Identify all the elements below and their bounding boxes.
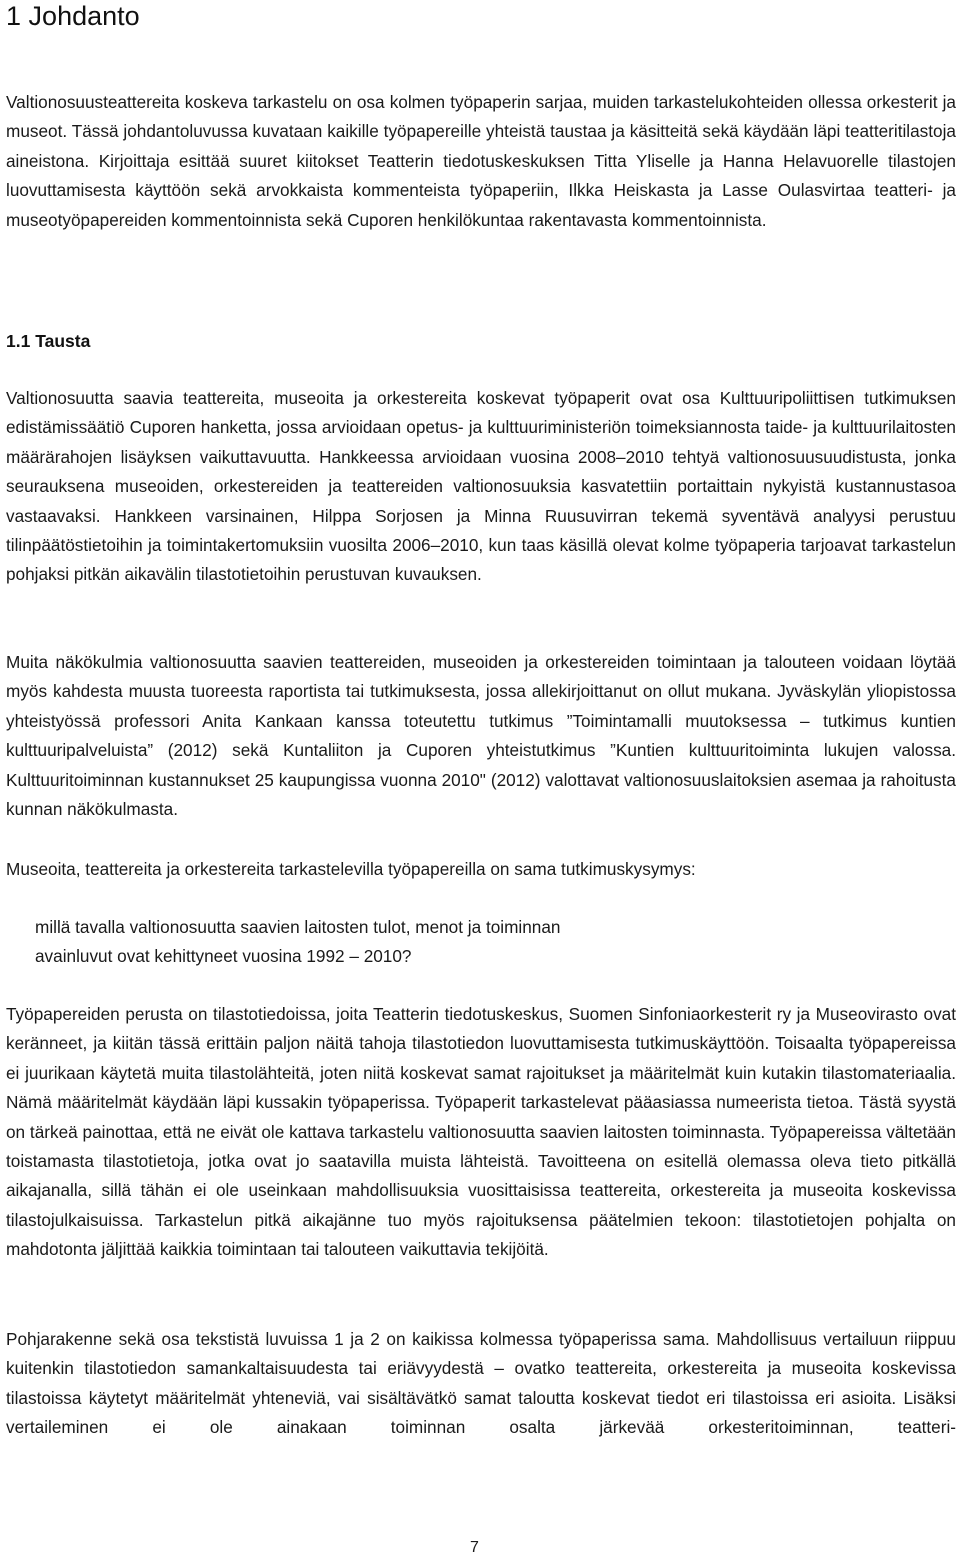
section-title: Tausta xyxy=(35,331,91,351)
section-heading xyxy=(6,327,90,355)
body-paragraph: Valtionosuutta saavia teattereita, museoita ja orkestereita koskevat työpaperit ovat osa Kulttuuripoliittisen tutkimuksen edistämissäätiö Cuporen hanketta, jossa arvioidaan opetus- ja kulttuuriministeriön toimeksiannosta taide- ja kulttuurilaitosten määrärahojen lisäyksen vaikuttavuutta. Hankkeessa arvioidaan vuosina 2008–2010 tehtyä valtionosuusuudistusta, jonka seurauksena museoiden, orkestereiden ja teattereiden valtionosuuksia kasvatettiin portaittain nykyistä kustannustasoa vastaavaksi. Hankkeen varsinainen, Hilppa Sorjosen ja Minna Ruusuvirran tekemä syventävä analyysi perustuu tilinpäätöstietoihin ja toimintakertomuksiin vuosilta 2006–2010, kun taas käsillä olevat kolme työpaperia tarjoavat tarkastelun pohjaksi pitkän aikavälin tilastotietoihin perustuvan kuvauksen. xyxy=(6,388,956,585)
research-question xyxy=(35,913,695,972)
body-paragraph: Muita näkökulmia valtionosuutta saavien teattereiden, museoiden ja orkestereiden toimintaan ja talouteen voidaan löytää myös kahdesta muusta tuoreesta raportista tai tutkimuksesta, jossa allekirjoittanut on ollut mukana. Jyväskylän yliopistossa yhteistyössä professori Anita Kankaan kanssa toteutettu tutkimus ”Toimintamalli muutoksessa – tutkimus kuntien kulttuuripalveluista” (2012) sekä Kuntaliiton ja Cuporen yhteistutkimus ”Kuntien kulttuuritoiminta lukujen valossa. Kulttuuritoiminnan kustannukset 25 kaupungissa vuonna 2010" (2012) valottavat valtionosuuslaitoksien asemaa ja rahoitusta kunnan näkökulmasta. xyxy=(6,652,956,820)
body-paragraph: Pohjarakenne sekä osa tekstistä luvuissa 1 ja 2 on kaikissa kolmessa työpaperissa sama. Mahdollisuus vertailuun riippuu kuitenkin tilastotiedon samankaltaisuudesta tai eriävyydestä – ovatko teattereita, orkestereita ja museoita koskevissa tilastoissa käytetyt määritelmät yhteneviä, vai sisältävätkö samat taloutta koskevat tiedot eri tilastoissa eri asioita. Lisäksi vertaileminen ei ole ainakaan toiminnan osalta järkevää orkesteritoiminnan, teatteri- xyxy=(6,1329,956,1438)
chapter-title: Johdanto xyxy=(28,1,140,31)
intro-paragraph: Valtionosuusteattereita koskeva tarkastelu on osa kolmen työpaperin sarjaa, muiden tarkastelukohteiden ollessa orkesterit ja museot. Tässä johdantoluvussa kuvataan kaikille työpapereille yhteistä taustaa ja käsitteitä sekä käydään läpi teatteritilastoja aineistona. Kirjoittaja esittää suuret kiitokset Teatterin tiedotuskeskuksen Titta Yliselle ja Hanna Helavuorelle tilastojen luovuttamisesta käyttöön sekä arvokkaista kommenteista työpaperiin, Ilkka Heiskasta ja Lasse Oulasvirtaa teatteri- ja museotyöpapereiden kommentoinnista sekä Cuporen henkilökuntaa rakentavasta kommentoinnista. xyxy=(6,92,956,230)
body-paragraph: Museoita, teattereita ja orkestereita tarkastelevilla työpapereilla on sama tutkimuskysymys: xyxy=(6,859,696,879)
research-question-line: millä tavalla valtionosuutta saavien laitosten tulot, menot ja toiminnan xyxy=(35,917,561,937)
body-paragraph: Työpapereiden perusta on tilastotiedoissa, joita Teatterin tiedotuskeskus, Suomen Sinfoniaorkesterit ry ja Museovirasto ovat keränneet, ja kiitän tässä erittäin paljon näitä tahoja tilastotiedon luovuttamisesta tutkimuskäyttöön. Toisaalta työpapereissa ei juurikaan käytetä muita tilastolähteitä, joten niitä koskevat samat rajoitukset ja määritelmät kuin kutakin tilastomateriaalia. Nämä määritelmät käydään läpi kussakin työpaperissa. Työpaperit tarkastelevat pääasiassa numeerista tietoa. Tästä syystä on tärkeä painottaa, että ne eivät ole kattava tarkastelu valtionosuutta saavien laitosten toiminnasta. Työpapereissa vältetään toistamasta tilastotietoja, jotka ovat jo saatavilla muista lähteistä. Tavoitteena on esitellä olemassa oleva tieto pitkällä aikajanalla, sillä tähän ei ole useinkaan mahdollisuuksia vuosittaisissa teattereita, orkestereita ja museoita koskevissa tilastojulkaisuissa. Tarkastelun pitkä aikajänne tuo myös rajoituksensa päätelmien tekoon: tilastotietojen pohjalta on mahdotonta jäljittää kaikkia toimintaan tai talouteen vaikuttavia tekijöitä. xyxy=(6,1004,956,1260)
section-number: 1.1 xyxy=(6,331,31,351)
research-question-line: avainluvut ovat kehittyneet vuosina 1992 – 2010? xyxy=(35,946,412,967)
chapter-heading xyxy=(6,0,140,32)
chapter-number: 1 xyxy=(6,1,22,31)
page-number: 7 xyxy=(470,1539,479,1556)
